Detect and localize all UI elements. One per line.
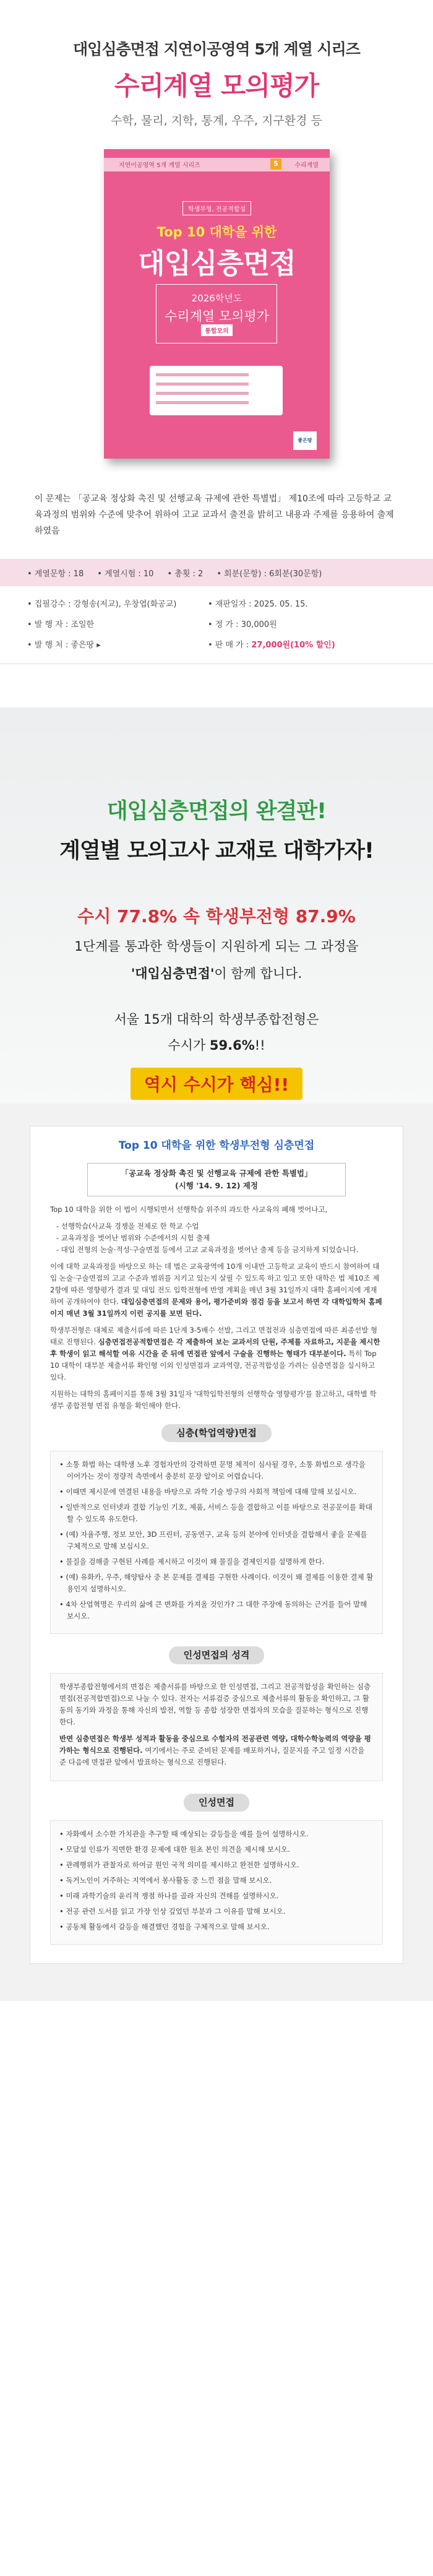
doc-para-3-bold: 심층면접전공적합면접은 각 제출하여 보는 교과서의 단원, 주제를 자료하고, 지문을 제시한 후 학생이 읽고 해석할 여유 시간을 준 뒤에 면접관 앞에서 구술을 진행하는 형태가 대부분이다. bbox=[50, 1338, 380, 1358]
doc-para-3 bbox=[50, 1325, 383, 1383]
doc-title: Top 10 대학을 위한 학생부전형 심층면접 bbox=[118, 1139, 315, 1152]
section-2-para-2 bbox=[59, 1733, 374, 1768]
section-heading-2-label: 인성면접의 성격 bbox=[169, 1646, 265, 1664]
meta-list-price: • 정 가 : 30,000원 bbox=[208, 620, 277, 629]
cover-year: 2026학년도 bbox=[191, 293, 242, 304]
product-header bbox=[0, 0, 433, 128]
section-2-bold: 반면 심층면접은 학생부 성적과 활동을 중심으로 수험자의 전공관련 역량, 대학수학능력의 역량을 평가하는 형식으로 진행된다. bbox=[59, 1734, 371, 1755]
doc-para-2-bold: 대입심층면접의 문제와 용어, 평가준비와 점검 등을 보고서 하면 각 대학입학처 홈페이지 매년 3월 31일까지 이런 공지를 보면 된다. bbox=[50, 1297, 382, 1318]
meta-grid bbox=[0, 586, 433, 650]
publisher-logo: 좋은땅 bbox=[293, 431, 317, 450]
meta-summary-bar bbox=[0, 559, 433, 586]
section-2-para: 학생부종합전형에서의 면접은 제출서류를 바탕으로 한 인성면접, 그리고 전공적합성을 확인하는 심층면접(전공적합면접)으로 나눌 수 있다. 전자는 서류검증 중심으로 제출서류의 활동을 확인하고, 그 활동의 동기와 과정을 통해 자신의 발전, 역할 등 종합 성장한 면접자의 모습을 질문하는 형식으로 진행한다. bbox=[59, 1682, 371, 1726]
section-heading-3 bbox=[50, 1794, 383, 1812]
doc-para-4: 지원하는 대학의 홈페이지를 통해 3월 31일자 '대학입학전형의 선행학습 영향평가'를 참고하고, 대학별 학생부 종합전형 면접 유형을 확인해야 한다. bbox=[50, 1390, 377, 1410]
section-heading-1-label: 심층(학업역량)면접 bbox=[161, 1424, 272, 1442]
promo-section bbox=[0, 707, 433, 1104]
meta-sale-price-value: 27,000원(10% 할인) bbox=[251, 641, 335, 650]
cover-band-text: 지연이공영역 5개 계열 시리즈 bbox=[119, 162, 200, 169]
meta-sale-price bbox=[208, 638, 393, 650]
list-item: • (예) 자율주행, 정보 보안, 3D 프린터, 공동연구, 교육 등의 분야에 인터넷을 결합해서 좋을 문제를 구체적으로 말해 보십시오. bbox=[59, 1529, 374, 1552]
section-heading-1 bbox=[50, 1424, 383, 1442]
list-item: • 독거노인이 거주하는 지역에서 봉사활동 중 느낀 점을 말해 보시오. bbox=[59, 1875, 374, 1887]
doc-panel bbox=[30, 1126, 403, 1964]
doc-item: - 교육과정을 벗어난 범위와 수준에서의 시험 출제 bbox=[56, 1234, 210, 1242]
promo-line-4-bold: 59.6% bbox=[209, 1038, 255, 1053]
meta-bar-item: • 계열문항 : 18 bbox=[27, 569, 84, 579]
promo-line-4-pre: 수시가 bbox=[168, 1038, 210, 1053]
cover-subtitle: 수리계열 모의평가 bbox=[165, 309, 269, 324]
section-1-list bbox=[59, 1459, 374, 1622]
cover-top10: Top 10 대학을 위한 bbox=[156, 225, 277, 240]
list-item: • 전공 관련 도서를 읽고 가장 인상 깊었던 부분과 그 이유를 말해 보시오. bbox=[59, 1906, 374, 1917]
meta-publisher-person: • 발 행 자 : 조일한 bbox=[27, 620, 95, 629]
cover-tagline bbox=[104, 201, 330, 215]
meta-bar-item: • 계열시험 : 10 bbox=[97, 569, 154, 579]
list-item: • 관례행위가 관찰자로 하여금 원인 국적 의미를 제시하고 완전한 설명하시오. bbox=[59, 1859, 374, 1871]
meta-author: • 집필강수 : 강형송(저교), 우창엽(화공교) bbox=[27, 600, 177, 609]
list-item: • 미래 과학기술의 윤리적 쟁점 하나를 골라 자신의 견해를 설명하시오. bbox=[59, 1890, 374, 1902]
law-line-1: 「공교육 정상화 촉진 및 선행교육 규제에 관한 특별법」 bbox=[121, 1169, 312, 1178]
meta-publish-date: • 재판일자 : 2025. 05. 15. bbox=[208, 600, 308, 609]
book-cover-area bbox=[0, 149, 433, 471]
law-line-2: (시행 '14. 9. 12) 제정 bbox=[175, 1181, 258, 1190]
section-heading-2 bbox=[50, 1646, 383, 1664]
promo-line-4 bbox=[0, 1035, 433, 1054]
promo-line-1: 1단계를 통과한 학생들이 지원하게 되는 그 과정을 bbox=[74, 939, 359, 954]
doc-para-3-text: 학생부전형은 대체로 제출서류에 따른 1단계 3-5배수 선발, 그리고 면접전과 심층면접에 따른 최종선발 형태로 진행된다. bbox=[50, 1326, 378, 1346]
doc-item: - 대입 전형의 논술·적성·구술면접 등에서 고교 교육과정을 벗어난 출제 등을 금지하게 되었습니다. bbox=[56, 1245, 359, 1254]
section-heading-3-label: 인성면접 bbox=[184, 1794, 249, 1812]
list-item: • 모달설 인류가 직면한 환경 문제에 대한 원초 본인 의견을 제시해 보시오. bbox=[59, 1844, 374, 1856]
list-item: • 4차 산업혁명은 우리의 삶에 큰 변화를 가져올 것인가? 그 대한 주장에 동의하는 근거를 들어 말해 보시오. bbox=[59, 1599, 374, 1622]
cover-edition bbox=[104, 324, 330, 336]
meta-sale-price-label: • 판 매 가 : bbox=[208, 641, 252, 650]
promo-line-2-rest: 이 함께 합니다. bbox=[214, 966, 302, 981]
promo-stat: 수시 77.8% 속 학생부전형 87.9% bbox=[77, 906, 356, 927]
cover-series-number: 5 bbox=[270, 158, 281, 170]
meta-divider bbox=[0, 663, 433, 664]
doc-para-3-rest: 특히 Top 10 대학이 대부분 제출서류 확인형 이외 인성면접과 교과역량, 전공적합성을 가려는 심층면접을 실시하고 있다. bbox=[50, 1349, 377, 1381]
doc-intro: Top 10 대학을 위한 이 법이 시행되면서 선행학습 위주의 과도한 사교육의 폐해 벗어나고, bbox=[50, 1205, 328, 1214]
cover-info-lines bbox=[156, 373, 249, 410]
list-item: • 공동체 활동에서 갈등을 해결했던 경험을 구체적으로 말해 보시오. bbox=[59, 1921, 374, 1933]
section-1-box bbox=[50, 1451, 383, 1634]
list-item: • (예) 유화카, 우주, 해양탐사 중 본 문제를 결제를 구현한 사례이다. 이것이 왜 결제를 이용한 결제 활용인지 설명하시오. bbox=[59, 1571, 374, 1595]
meta-publisher[interactable]: • 발 행 처 : 좋은땅 ▸ bbox=[27, 641, 101, 650]
promo-banner: 역시 수시가 핵심!! bbox=[131, 1068, 302, 1100]
promo-line-2-bold: '대입심층면접' bbox=[131, 966, 215, 981]
section-3-list bbox=[59, 1828, 374, 1933]
list-item: • 자화예서 소수한 가치관을 추구할 때 예상되는 갈등들을 예를 들어 설명하시오. bbox=[59, 1828, 374, 1840]
doc-section bbox=[0, 1104, 433, 2001]
promo-headline-2: 계열별 모의고사 교재로 대학가자! bbox=[59, 839, 374, 863]
book-cover bbox=[104, 149, 330, 459]
book-description: 이 문제는 「공교육 정상화 촉진 및 선행교육 규제에 관한 특별법」 제10조에 따라 고등학교 교육과정의 범위와 수준에 맞추어 위하여 고교 교과서 출전을 밝히고 내용과 주제를 응용하여 출제하였음 bbox=[35, 494, 394, 536]
promo-line-3: 서울 15개 대학의 학생부종합전형은 bbox=[114, 1012, 319, 1027]
section-3-box bbox=[50, 1820, 383, 1945]
series-kicker: 대입심층면접 지연이공영역 5개 계열 시리즈 bbox=[73, 40, 360, 58]
list-item: • 물질을 검해줄 구현된 사례를 제시하고 이것이 왜 물질을 결제인지를 설명하게 한다. bbox=[59, 1556, 374, 1568]
cover-band-category: 수리계열 bbox=[294, 162, 319, 169]
list-item: • 소통 화법 하는 대학생 노후 경험자만의 강력하면 문명 체적이 심사될 경우, 소통 화법으로 생각을 이어가는 것이 정량적 측면에서 충분히 문장 알이로 어렵습니다. bbox=[59, 1459, 374, 1482]
section-2-rest: 여기에서는 주로 준비된 문제를 배포하거나, 질문지를 주고 일정 시간을 준 다음에 면접관 앞에서 발표하는 형식으로 진행된다. bbox=[59, 1746, 365, 1766]
subject-list: 수학, 물리, 지학, 통계, 우주, 지구환경 등 bbox=[111, 114, 322, 128]
page-title: 수리계열 모의평가 bbox=[114, 71, 319, 101]
cover-title: 대입심층면접 bbox=[138, 247, 296, 280]
doc-para-2 bbox=[50, 1261, 383, 1320]
law-box bbox=[87, 1163, 346, 1196]
meta-bar-item: • 회분(문항) : 6회분(30문항) bbox=[216, 569, 322, 579]
book-meta bbox=[0, 559, 433, 664]
cover-edition-text: 통합모의 bbox=[201, 324, 233, 336]
list-item: • 일반적으로 인터넷과 결합 기능인 기호, 제품, 서비스 등을 결합하고 이를 바탕으로 전공문이를 확대할 수 있도록 유도한다. bbox=[59, 1502, 374, 1525]
promo-headline-1: 대입심층면접의 완결판! bbox=[106, 799, 327, 824]
doc-para-2-text: 이에 대학 교육과정을 바탕으로 하는 데 법은 교육광역에 10개 이내만 고등학교 교육이 반드시 참여하여 대입 논술·구술면접의 고교 수준과 범위를 지키고 있는지 살필 수 있도록 하고 있고 또한 대학은 법 제10조 제2항에 따른 영향평가 결과 및 대입 전도 입학전형에 반영 계획을 매년 3월 31일까지 대학 홈페이지에 게재하여 공개하여야 한다. bbox=[50, 1262, 380, 1306]
promo-line-4-post: !! bbox=[254, 1038, 265, 1053]
doc-items bbox=[50, 1221, 383, 1256]
doc-item: - 선행학습(사교육 경쟁을 전제로 한 학교 수업 bbox=[56, 1222, 199, 1230]
section-2-box bbox=[50, 1673, 383, 1781]
meta-bar-item: • 총횟 : 2 bbox=[167, 569, 204, 579]
list-item: • 이때면 제시문에 연결된 내용을 바탕으로 과학 기술 방구의 사회적 책임에 대해 말해 보십시오. bbox=[59, 1486, 374, 1498]
cover-tagline-text: 학생부형, 전공적합성 bbox=[182, 201, 251, 215]
promo-line-2 bbox=[0, 964, 433, 982]
